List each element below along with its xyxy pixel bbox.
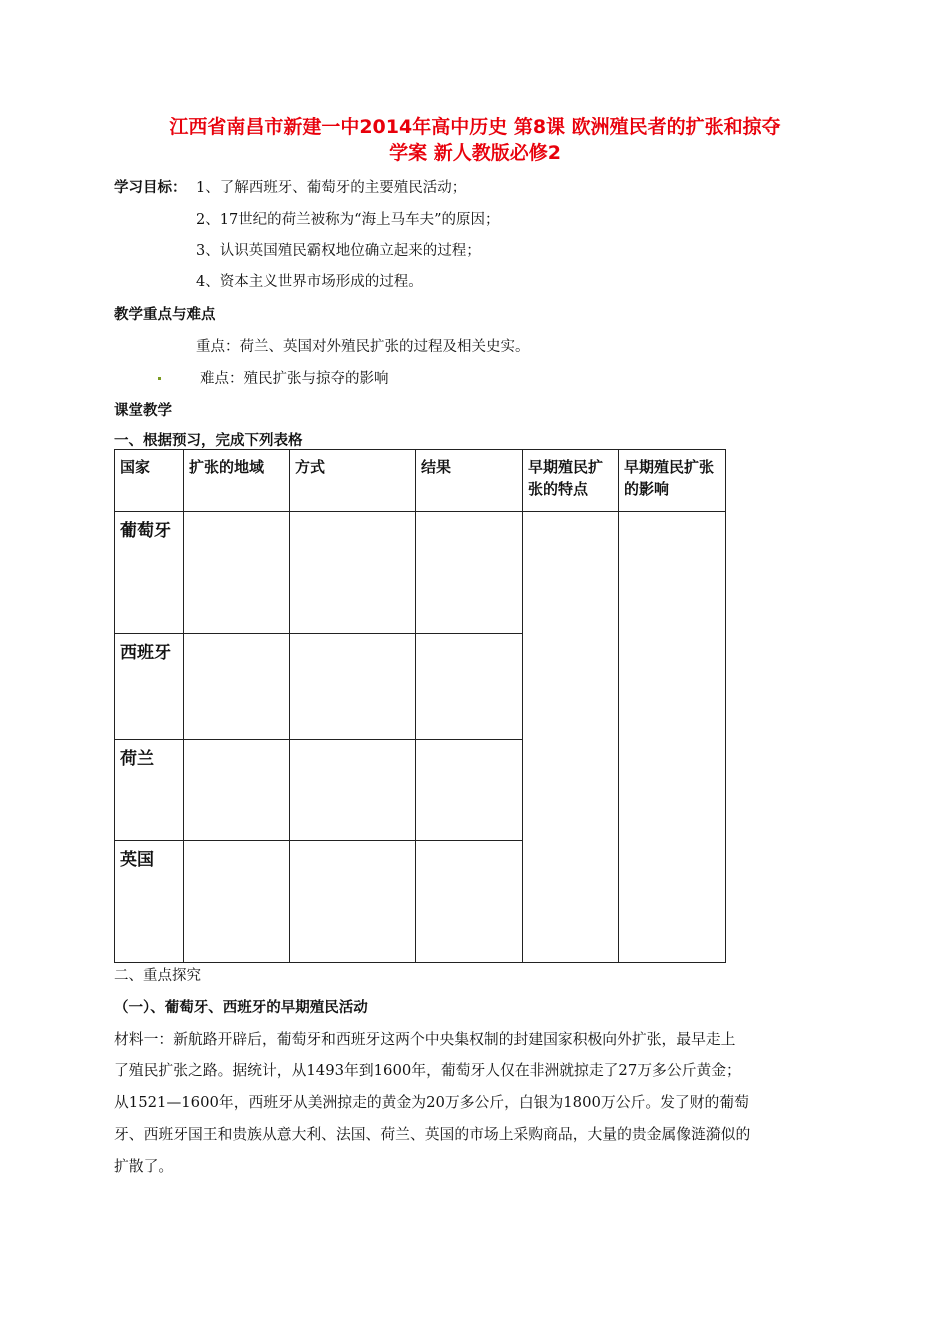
key-point-difficulty: 难点：殖民扩张与掠夺的影响 [200, 371, 389, 387]
blank-cell[interactable] [184, 740, 290, 841]
country-spain: 西班牙 [115, 634, 184, 740]
blank-cell[interactable] [290, 512, 416, 634]
material-line-2: 了殖民扩张之路。据统计，从1493年到1600年，葡萄牙人仅在非洲就掠走了27万多公斤黄金； [114, 1062, 741, 1079]
objective-item-3: 3、认识英国殖民霸权地位确立起来的过程； [196, 243, 481, 259]
material-line-3: 从1521—1600年，西班牙从美洲掠走的黄金为20万多公斤，白银为1800万公斤。发了财的葡萄 [114, 1094, 749, 1111]
country-england: 英国 [115, 841, 184, 963]
blank-cell[interactable] [184, 634, 290, 740]
blank-cell[interactable] [416, 634, 523, 740]
objective-item-2: 2、17世纪的荷兰被称为“海上马车夫”的原因； [196, 212, 500, 228]
section1-heading: 一、根据预习，完成下列表格 [114, 433, 303, 449]
header-features: 早期殖民扩张的特点 [523, 450, 619, 512]
blank-cell[interactable] [290, 740, 416, 841]
key-points-heading: 教学重点与难点 [114, 307, 216, 323]
header-region: 扩张的地域 [184, 450, 290, 512]
section2-subheading: （一）、葡萄牙、西班牙的早期殖民活动 [114, 1000, 368, 1016]
features-merged-cell[interactable] [523, 512, 619, 963]
objective-item-4: 4、资本主义世界市场形成的过程。 [196, 274, 423, 290]
section2-heading: 二、重点探究 [114, 968, 201, 984]
objectives-label: 学习目标： [114, 180, 187, 196]
objective-item-1: 1、了解西班牙、葡萄牙的主要殖民活动； [196, 180, 467, 196]
classroom-heading: 课堂教学 [114, 403, 172, 419]
blank-cell[interactable] [416, 740, 523, 841]
bullet-dot [158, 377, 161, 380]
blank-cell[interactable] [416, 841, 523, 963]
impact-merged-cell[interactable] [619, 512, 726, 963]
country-netherlands: 荷兰 [115, 740, 184, 841]
blank-cell[interactable] [290, 634, 416, 740]
blank-cell[interactable] [184, 841, 290, 963]
colonial-expansion-table [114, 449, 726, 963]
header-impact: 早期殖民扩张的影响 [619, 450, 726, 512]
table-row [115, 512, 726, 634]
header-method: 方式 [290, 450, 416, 512]
material-line-4: 牙、西班牙国王和贵族从意大利、法国、荷兰、英国的市场上采购商品，大量的贵金属像涟漪似的 [114, 1126, 751, 1143]
table-header-row [115, 450, 726, 512]
material-line-1: 材料一：新航路开辟后，葡萄牙和西班牙这两个中央集权制的封建国家积极向外扩张，最早走上 [114, 1031, 736, 1048]
document-title-line2: 学案 新人教版必修2 [389, 142, 561, 164]
header-country: 国家 [115, 450, 184, 512]
blank-cell[interactable] [416, 512, 523, 634]
blank-cell[interactable] [290, 841, 416, 963]
blank-cell[interactable] [184, 512, 290, 634]
header-result: 结果 [416, 450, 523, 512]
country-portugal: 葡萄牙 [115, 512, 184, 634]
document-title-line1: 江西省南昌市新建一中2014年高中历史 第8课 欧洲殖民者的扩张和掠夺 [169, 116, 781, 138]
material-line-5: 扩散了。 [114, 1158, 174, 1175]
key-point-focus: 重点：荷兰、英国对外殖民扩张的过程及相关史实。 [196, 339, 530, 355]
